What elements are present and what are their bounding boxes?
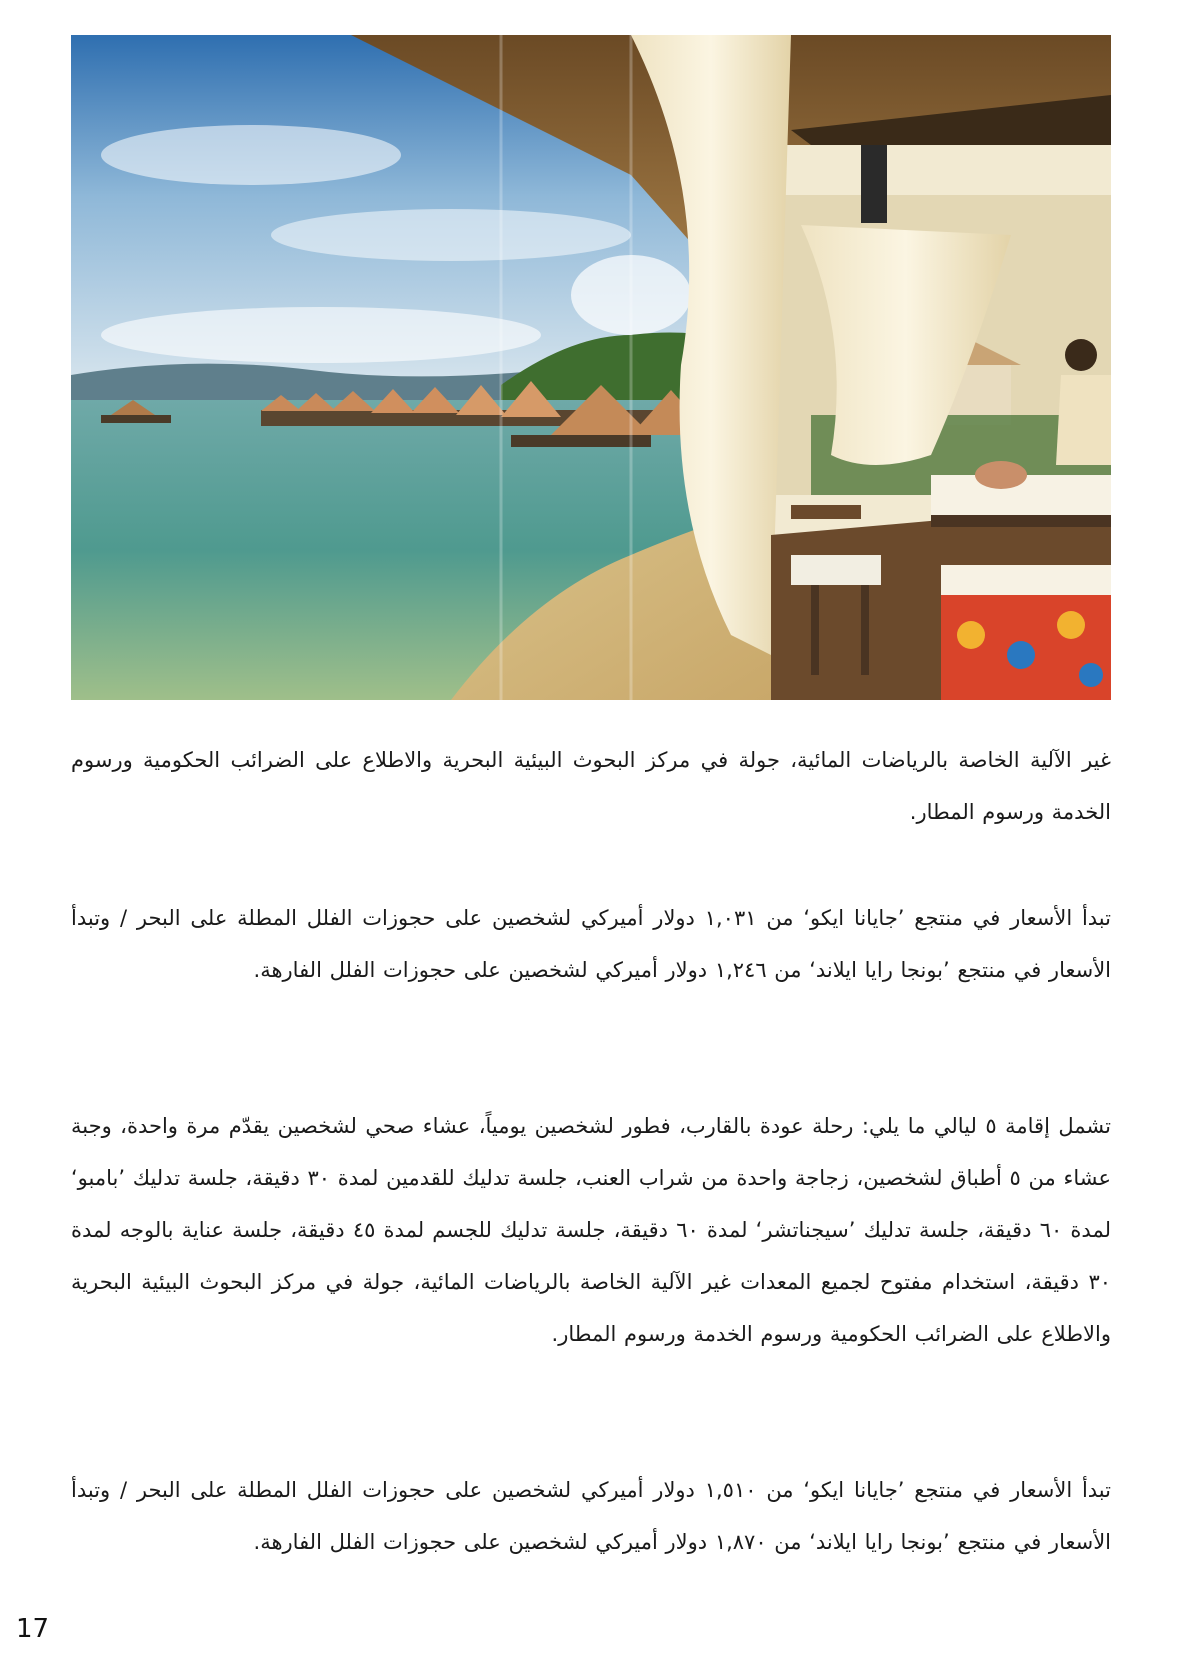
paragraph-2: تبدأ الأسعار في منتجع ’جايانا ايكو‘ من ١,٠٣١ دولار أميركي لشخصين على حجوزات الفلل المطلة على البحر / وتبدأ الأسعار في منتجع ’بونجا رايا ايلاند‘ من ١,٢٤٦ دولار أميركي لشخصين على حجوزات الفلل الفارهة. [71, 906, 1111, 982]
paragraph-4: تبدأ الأسعار في منتجع ’جايانا ايكو‘ من ١,٥١٠ دولار أميركي لشخصين على حجوزات الفلل المطلة على البحر / وتبدأ الأسعار في منتجع ’بونجا رايا ايلاند‘ من ١,٨٧٠ دولار أميركي لشخصين على حجوزات الفلل الفارهة. [71, 1478, 1111, 1554]
photo-illustration [71, 35, 1111, 700]
wall-lamp [861, 145, 887, 223]
paragraph-1: غير الآلية الخاصة بالرياضات المائية، جولة في مركز البحوث البيئية البحرية والاطلاع على الضرائب الحكومية ورسوم الخدمة ورسوم المطار. [71, 748, 1111, 824]
cloud [101, 125, 401, 185]
resort-spa-photo [71, 35, 1111, 700]
cloud [271, 209, 631, 261]
paragraph-3: تشمل إقامة ٥ ليالي ما يلي: رحلة عودة بالقارب، فطور لشخصين يومياً، عشاء صحي لشخصين يقدّم مرة واحدة، وجبة عشاء من ٥ أطباق لشخصين، زجاجة واحدة من شراب العنب، جلسة تدليك للقدمين لمدة ٣٠ دقيقة، جلسة تدليك ’بامبو‘ لمدة ٦٠ دقيقة، جلسة تدليك ’سيجناتشر‘ لمدة ٦٠ دقيقة، جلسة تدليك للجسم لمدة ٤٥ دقيقة، جلسة عناية بالوجه لمدة ٣٠ دقيقة، استخدام مفتوح لجميع المعدات غير الآلية الخاصة بالرياضات المائية، جولة في مركز البحوث البيئية البحرية والاطلاع على الضرائب الحكومية ورسوم الخدمة ورسوم المطار. [71, 1114, 1112, 1346]
cloud [101, 307, 541, 363]
page-number: 17 [16, 1614, 50, 1644]
therapist [1065, 339, 1097, 371]
